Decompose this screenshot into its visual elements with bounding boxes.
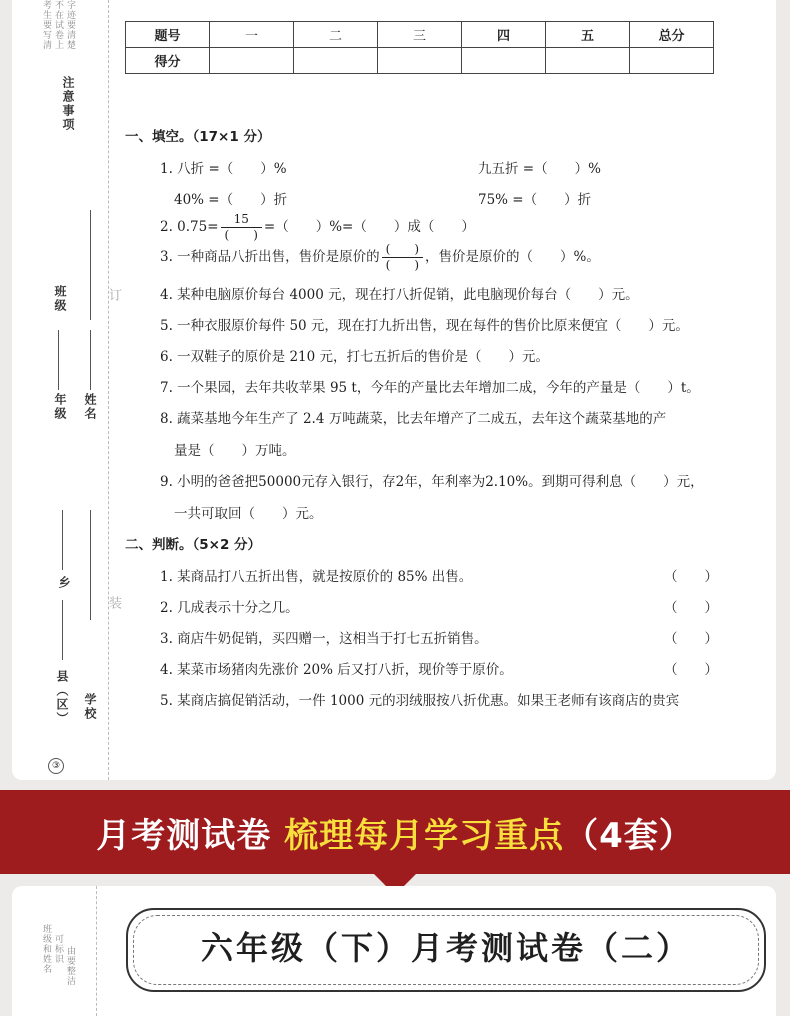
table-cell: 三 — [378, 22, 462, 48]
question-text: 7. 一个果园，去年共收苹果 95 t，今年的产量比去年增加二成，今年的产量是（ ）t。 — [160, 380, 700, 396]
score-input-cell[interactable] — [630, 48, 714, 74]
binding-mark-zhuang: 装 — [106, 596, 121, 609]
banner-headline — [0, 808, 790, 857]
table-row — [126, 22, 714, 48]
question-text: 九五折 =（ ）% — [478, 161, 601, 177]
table-cell: 二 — [294, 22, 378, 48]
question-text: 40% =（ ）折 — [174, 192, 288, 208]
fraction — [382, 242, 423, 273]
section-heading: 一、填空。（17×1 分） — [125, 129, 271, 145]
question-text: 75% =（ ）折 — [478, 192, 592, 208]
question-text: ，售价是原价的（ ）%。 — [425, 249, 600, 265]
answer-paren[interactable]: （ ） — [664, 569, 718, 585]
field-grade-label: 年级 — [53, 393, 67, 421]
field-county-label: 县（区） — [55, 670, 69, 726]
score-input-cell[interactable] — [546, 48, 630, 74]
score-input-cell[interactable] — [210, 48, 294, 74]
banner-text-suffix: （4套） — [564, 816, 694, 856]
score-table — [125, 21, 714, 74]
table-cell: 一 — [210, 22, 294, 48]
question-text: =（ ）%=（ ）成（ ） — [263, 219, 475, 235]
margin-note: 字迹要清楚 — [65, 0, 75, 50]
question-text: 2. 0.75= — [160, 219, 219, 235]
table-cell: 四 — [462, 22, 546, 48]
banner-text-highlight: 梳理每月学习重点 — [284, 816, 565, 856]
fraction-numerator: ( ) — [382, 242, 423, 258]
exam-sheet — [12, 0, 776, 780]
table-cell: 总分 — [630, 22, 714, 48]
margin-note: 由要整洁 — [65, 946, 75, 986]
field-school-label: 学校 — [83, 693, 97, 721]
question-text: 3. 一种商品八折出售，售价是原价的 — [160, 249, 380, 265]
field-class-label: 班级 — [53, 285, 67, 313]
table-cell: 五 — [546, 22, 630, 48]
question-text: 量是（ ）万吨。 — [174, 443, 296, 459]
table-cell: 得分 — [126, 48, 210, 74]
answer-paren[interactable]: （ ） — [664, 600, 718, 616]
table-row — [126, 48, 714, 74]
field-name-label: 姓名 — [83, 393, 97, 421]
question-text: 8. 蔬菜基地今年生产了 2.4 万吨蔬菜，比去年增产了二成五，去年这个蔬菜基地的产 — [160, 411, 667, 427]
question-text: 一共可取回（ ）元。 — [174, 506, 323, 522]
margin-note: 班级和姓名 — [41, 924, 51, 974]
question-text: 5. 一种衣服原价每件 50 元，现在打九折出售，现在每件的售价比原来便宜（ ）元。 — [160, 318, 689, 334]
table-cell: 题号 — [126, 22, 210, 48]
question-text: 6. 一双鞋子的原价是 210 元，打七五折后的售价是（ ）元。 — [160, 349, 550, 365]
margin-note: 考生要写清 — [41, 0, 51, 50]
page-number: ③ — [48, 758, 64, 774]
judgment-item: 1. 某商品打八五折出售，就是按原价的 85% 出售。 — [160, 569, 473, 585]
notice-label: 注意事项 — [61, 76, 75, 132]
fraction-numerator: 15 — [221, 212, 262, 228]
question-text: 1. 八折 =（ ）% — [160, 161, 287, 177]
judgment-item: 4. 某菜市场猪肉先涨价 20% 后又打八折，现价等于原价。 — [160, 662, 513, 678]
answer-paren[interactable]: （ ） — [664, 662, 718, 678]
cut-line — [108, 0, 109, 780]
question-text: 4. 某种电脑原价每台 4000 元，现在打八折促销，此电脑现价每台（ ）元。 — [160, 287, 639, 303]
field-township-label: 乡 — [57, 576, 71, 590]
judgment-item: 5. 某商店搞促销活动，一件 1000 元的羽绒服按八折优惠。如果王老师有该商店的贵宾 — [160, 693, 680, 709]
banner-text-white: 月考测试卷 — [96, 816, 285, 856]
fraction — [221, 212, 262, 243]
fraction-denominator: ( ) — [385, 258, 420, 272]
section-heading: 二、判断。（5×2 分） — [125, 537, 262, 553]
score-input-cell[interactable] — [378, 48, 462, 74]
score-input-cell[interactable] — [462, 48, 546, 74]
judgment-item: 2. 几成表示十分之几。 — [160, 600, 299, 616]
binding-margin — [12, 0, 121, 780]
exam-title: 六年级（下）月考测试卷（二） — [200, 929, 691, 967]
margin-note: 不在试卷上 — [53, 0, 63, 50]
question-3 — [160, 242, 600, 273]
margin-note: 可标识 — [53, 934, 63, 964]
judgment-item: 3. 商店牛奶促销，买四赠一，这相当于打七五折销售。 — [160, 631, 488, 647]
score-input-cell[interactable] — [294, 48, 378, 74]
binding-mark-ding: 订 — [106, 288, 121, 301]
question-2 — [160, 212, 475, 243]
answer-paren[interactable]: （ ） — [664, 631, 718, 647]
question-text: 9. 小明的爸爸把50000元存入银行，存2年，年利率为2.10%。到期可得利息（ ）元， — [160, 474, 704, 490]
fraction-denominator: ( ) — [224, 228, 258, 242]
